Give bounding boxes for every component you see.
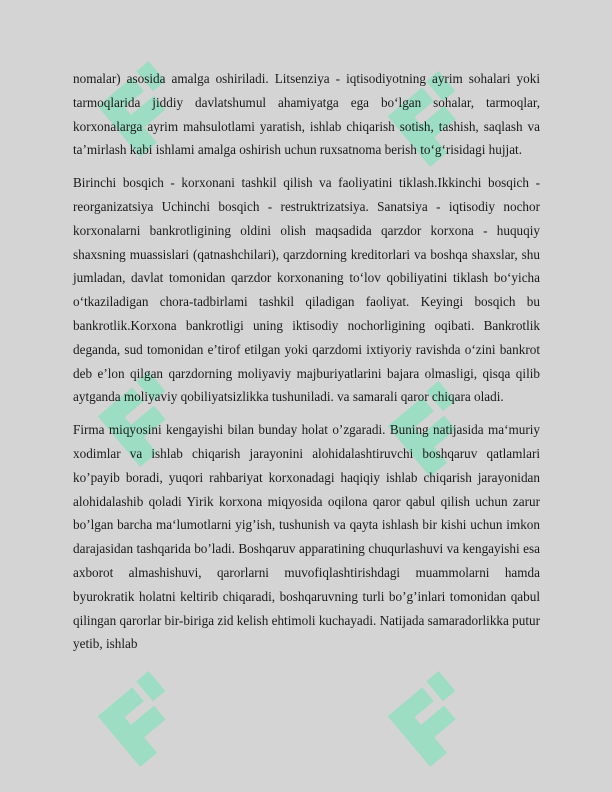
watermark-logo-icon (80, 660, 200, 780)
body-text (73, 67, 540, 665)
paragraph-firma-miqyosi: Firma miqyosini kengayishi bilan bunday holat o’zgaradi. Buning natijasida ma‘muriy xodimlar va ishlab chiqarish jarayonini alohidalashtiruvchi boshqaruv qatlamlari ko’payib boradi, yuqori rahbariyat korxonadagi haqiqiy ishlab chiqarish jarayonidan alohidalashib qoladi Yirik korxona miqyosida oqilona qaror qabul qilish uchun zarur bo’lgan barcha ma‘lumotlarni yig’ish, tushunish va qayta ishlash bir kishi uchun imkon darajasidan tashqarida bo’ladi. Boshqaruv apparatining chuqurlashuvi va kengayishi esa axborot almashishuvi, qarorlarni muvofiqlashtirishdagi muammolarni hamda byurokratik holatni keltirib chiqaradi, boshqaruvning turli bo’g’inlari tomonidan qabul qilingan qarorlar bir-biriga zid kelish ehtimoli kuchayadi. Natijada samaradorlikka putur yetib, ishlab (73, 422, 541, 652)
watermark-logo-icon (370, 660, 490, 780)
paragraph-bankrotlik: Birinchi bosqich - korxonani tashkil qilish va faoliyatini tiklash.Ikkinchi bosqich - reorganizatsiya Uchinchi bosqich - restruktrizatsiya. Sanatsiya - iqtisodiy nochor korxonalarni bankrotligining oldini olish maqsadida qarzdor korxona - huquqiy shaxsning muassislari (qatnashchilari), qarzdorning kreditorlari va boshqa shaxslar, shu jumladan, davlat tomonidan qarzdor korxonaning to‘lov qobiliyatini tiklash bo‘yicha o‘tkaziladigan chora-tadbirlami tashkil qiladigan faoliyat. Keyingi bosqich bu bankrotlik.Korxona bankrotligi uning iktisodiy nochorligining oqibati. Bankrotlik deganda, sud tomonidan e’tirof etilgan yoki qarzdomi ixtiyoriy ravishda o‘zini bankrot deb e’lon qilgan qarzdorning moliyaviy majburiyatlarini bajara olmasligi, qisqa qilib aytganda moliyaviy qobiliyatsizlikka tushuniladi. va samarali qaror chiqara oladi. (73, 175, 540, 405)
paragraph-litsenziya: nomalar) asosida amalga oshiriladi. Litsenziya - iqtisodiyotning ayrim sohalari yoki tarmoqlarida jiddiy davlatshumul ahamiyatga ega bo‘lgan sohalar, tarmoqlar, korxonalarga ayrim mahsulotlami yaratish, ishlab chiqarish sotish, tashish, saqlash va ta’mirlash kabi ishlami amalga oshirish uchun ruxsatnoma berish to‘g‘risidagi hujjat. (73, 71, 540, 158)
